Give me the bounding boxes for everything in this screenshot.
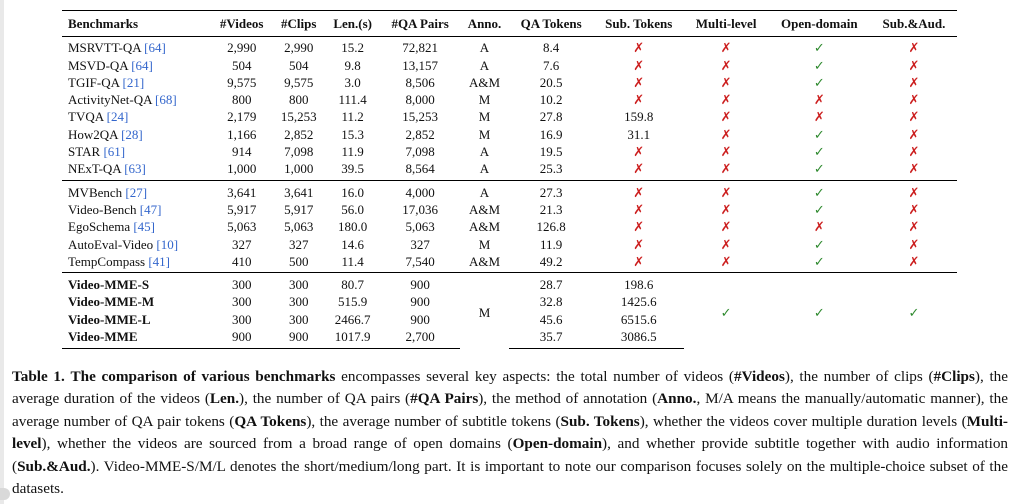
sub-tokens-cell: 159.8 xyxy=(624,109,654,125)
multi-cell: ✗ xyxy=(720,161,732,177)
open-cell: ✓ xyxy=(813,161,825,177)
multi-cell: ✗ xyxy=(720,92,732,108)
videos-cell: 5,063 xyxy=(227,219,257,235)
len-cell: 2466.7 xyxy=(334,311,371,327)
qa-cell: 8,506 xyxy=(405,74,435,90)
qa-cell: 13,157 xyxy=(402,57,439,73)
caption-keyword: QA Tokens xyxy=(234,412,307,430)
qa-tokens-cell: 126.8 xyxy=(536,219,566,235)
table-row xyxy=(62,126,957,143)
qa-cell: 17,036 xyxy=(402,201,439,217)
qa-cell: 327 xyxy=(410,236,430,252)
citation-link[interactable]: [64] xyxy=(131,57,153,73)
caption-text: ), whether the videos cover multiple duration levels ( xyxy=(639,412,967,430)
open-cell: ✓ xyxy=(813,201,825,217)
qa-tokens-cell: 8.4 xyxy=(543,40,560,56)
open-cell: ✓ xyxy=(813,253,825,269)
caption-keyword: Open-domain xyxy=(512,435,603,453)
existing-benchmarks-group xyxy=(62,37,957,180)
table-header-row xyxy=(62,11,957,37)
benchmark-name-cell: Video-MME-S xyxy=(62,273,211,294)
clips-cell: 900 xyxy=(273,328,325,349)
videos-cell: 9,575 xyxy=(227,74,257,90)
table-row xyxy=(62,143,957,160)
table-row xyxy=(62,236,957,253)
subaud-cell: ✗ xyxy=(908,40,920,56)
caption-keyword: Sub. Tokens xyxy=(560,412,640,430)
qa-cell: 900 xyxy=(410,294,430,310)
open-cell: ✓ xyxy=(813,126,825,142)
qa-cell: 2,852 xyxy=(405,126,435,142)
left-edge-strip xyxy=(0,0,4,504)
benchmark-name: Video-Bench xyxy=(68,201,137,217)
clips-cell: 3,641 xyxy=(273,180,325,201)
sub-tokens-cell: 3086.5 xyxy=(593,328,684,349)
citation-link[interactable]: [27] xyxy=(125,184,148,200)
clips-cell: 500 xyxy=(288,253,309,269)
len-cell: 180.0 xyxy=(338,219,368,235)
videos-cell: 327 xyxy=(231,236,252,252)
table-row xyxy=(62,57,957,74)
videos-cell: 300 xyxy=(231,311,252,327)
anno-cell: M xyxy=(478,236,491,252)
multi-cell: ✗ xyxy=(720,201,732,217)
open-cell: ✓ xyxy=(813,57,825,73)
qa-tokens-cell: 10.2 xyxy=(539,92,563,108)
subaud-cell: ✗ xyxy=(871,180,957,201)
qa-tokens-cell: 7.6 xyxy=(543,57,560,73)
len-cell: 11.9 xyxy=(341,144,364,160)
len-cell: 1017.9 xyxy=(325,328,381,349)
len-cell: 15.2 xyxy=(341,40,365,56)
qa-cell: 2,700 xyxy=(381,328,460,349)
column-header: Multi-level xyxy=(695,16,757,31)
open-cell: ✓ xyxy=(813,74,825,90)
videos-cell: 504 xyxy=(231,57,252,73)
len-cell: 515.9 xyxy=(338,294,368,310)
benchmark-name-cell xyxy=(62,126,211,143)
qa-tokens-cell: 49.2 xyxy=(539,253,563,269)
benchmark-name: TempCompass xyxy=(68,253,146,269)
caption-text: ). Video-MME-S/M/L denotes the short/medium/long part. It is important to note our comparison focuses solely on the multiple-choice subset of the datasets. xyxy=(12,457,1008,498)
clips-cell: 800 xyxy=(288,92,309,108)
clips-cell: 15,253 xyxy=(280,109,317,125)
multi-cell: ✗ xyxy=(720,219,732,235)
sub-tokens-cell: ✗ xyxy=(633,74,645,90)
benchmark-name-cell xyxy=(62,160,211,180)
table-row xyxy=(62,273,957,294)
table-row xyxy=(62,91,957,108)
table-row xyxy=(62,180,957,201)
citation-link[interactable]: [41] xyxy=(148,253,171,269)
benchmark-name: EgoSchema xyxy=(68,219,131,235)
caption-text: ), the method of annotation ( xyxy=(478,390,658,408)
column-header: Sub. Tokens xyxy=(605,16,673,31)
open-cell: ✓ xyxy=(768,273,871,349)
sub-tokens-cell: ✗ xyxy=(633,201,645,217)
multi-cell: ✗ xyxy=(720,236,732,252)
clips-cell: 300 xyxy=(288,294,309,310)
anno-cell: A xyxy=(460,180,509,201)
clips-cell: 2,990 xyxy=(284,40,314,56)
caption-text: encompasses several key aspects: the total number of videos ( xyxy=(335,368,734,385)
caption-text: ), whether the videos are sourced from a broad range of open domains ( xyxy=(41,435,513,453)
qa-tokens-cell: 16.9 xyxy=(539,126,563,142)
clips-cell: 1,000 xyxy=(284,161,314,177)
column-header: #Videos xyxy=(219,16,264,31)
caption-keyword: Multi-level xyxy=(12,412,1008,453)
videos-cell: 2,179 xyxy=(227,109,257,125)
caption-title: The comparison of various benchmarks xyxy=(70,368,336,385)
subaud-cell: ✗ xyxy=(908,253,920,269)
recent-benchmarks-group xyxy=(62,180,957,272)
column-header: #QA Pairs xyxy=(391,16,449,31)
multi-cell: ✗ xyxy=(684,180,767,201)
len-cell: 111.4 xyxy=(338,92,367,108)
sub-tokens-cell: 198.6 xyxy=(593,273,684,294)
scroll-handle[interactable] xyxy=(0,488,10,500)
qa-cell: 8,564 xyxy=(405,161,435,177)
len-cell: 3.0 xyxy=(344,74,361,90)
clips-cell: 5,917 xyxy=(284,201,314,217)
sub-tokens-cell: ✗ xyxy=(633,161,645,177)
subaud-cell: ✗ xyxy=(908,201,920,217)
benchmark-name: AutoEval-Video xyxy=(68,236,154,252)
videos-cell: 410 xyxy=(231,253,252,269)
benchmark-name: How2QA xyxy=(68,126,118,142)
anno-cell: M xyxy=(478,109,491,125)
table-row xyxy=(62,108,957,125)
anno-cell: A xyxy=(479,40,490,56)
videos-cell: 300 xyxy=(211,273,273,294)
benchmark-name: MSRVTT-QA xyxy=(68,40,141,56)
qa-tokens-cell: 27.8 xyxy=(539,109,563,125)
caption-text: ), the average duration of the videos ( xyxy=(12,368,1009,408)
len-cell: 11.2 xyxy=(341,109,364,125)
table-row xyxy=(62,218,957,235)
qa-cell: 900 xyxy=(381,273,460,294)
qa-cell: 15,253 xyxy=(402,109,439,125)
sub-tokens-cell: ✗ xyxy=(633,144,645,160)
clips-cell: 2,852 xyxy=(284,126,314,142)
benchmark-name: MVBench xyxy=(68,184,123,200)
videos-cell: 800 xyxy=(231,92,252,108)
multi-cell: ✗ xyxy=(720,126,732,142)
column-header: Len.(s) xyxy=(333,16,372,31)
qa-cell: 5,063 xyxy=(405,219,435,235)
citation-link[interactable]: [45] xyxy=(133,219,156,235)
videos-cell: 900 xyxy=(211,328,273,349)
len-cell: 56.0 xyxy=(341,201,365,217)
benchmark-name-cell xyxy=(62,201,211,218)
qa-tokens-cell: 45.6 xyxy=(539,311,563,327)
column-header: Sub.&Aud. xyxy=(882,16,946,31)
open-cell: ✓ xyxy=(813,144,825,160)
len-cell: 15.3 xyxy=(341,126,365,142)
qa-tokens-cell: 32.8 xyxy=(539,294,563,310)
caption-keyword: Len. xyxy=(209,390,240,408)
sub-tokens-cell: ✗ xyxy=(593,180,684,201)
anno-cell: A&M xyxy=(468,219,501,235)
citation-link[interactable]: [28] xyxy=(121,126,143,142)
column-header: Open-domain xyxy=(781,16,858,31)
citation-link[interactable]: [24] xyxy=(106,109,129,125)
benchmark-name: STAR xyxy=(68,144,101,160)
sub-tokens-cell: ✗ xyxy=(633,219,645,235)
subaud-cell: ✓ xyxy=(871,273,957,349)
qa-tokens-cell: 11.9 xyxy=(539,236,563,252)
caption-text: ), the number of QA pairs ( xyxy=(239,390,411,408)
subaud-cell: ✗ xyxy=(908,109,920,125)
citation-link[interactable]: [10] xyxy=(156,236,179,252)
subaud-cell: ✗ xyxy=(908,126,920,142)
column-header: QA Tokens xyxy=(520,16,582,31)
anno-cell: M xyxy=(478,92,491,108)
open-cell: ✓ xyxy=(813,40,825,56)
benchmark-comparison-table xyxy=(62,10,957,349)
caption-keyword: #Videos xyxy=(733,368,785,385)
table-row xyxy=(62,201,957,218)
benchmark-name-cell xyxy=(62,57,211,74)
caption-keyword: #Clips xyxy=(933,368,975,385)
qa-tokens-cell: 35.7 xyxy=(509,328,593,349)
anno-cell: M xyxy=(478,126,491,142)
subaud-cell: ✗ xyxy=(908,57,920,73)
sub-tokens-cell: ✗ xyxy=(633,40,645,56)
caption-keyword: #QA Pairs xyxy=(410,390,479,408)
subaud-cell: ✗ xyxy=(908,236,920,252)
caption-text: , M/A means the manually/automatic manner), the average number of QA pair tokens ( xyxy=(12,390,1008,430)
qa-cell: 7,098 xyxy=(405,144,435,160)
open-cell: ✗ xyxy=(813,92,825,108)
qa-cell: 7,540 xyxy=(405,253,435,269)
table-row xyxy=(62,160,957,180)
caption-text: ), and whether provide subtitle together with audio information ( xyxy=(12,435,1009,475)
len-cell: 11.4 xyxy=(341,253,364,269)
subaud-cell: ✗ xyxy=(908,219,920,235)
videos-cell: 914 xyxy=(231,144,252,160)
qa-tokens-cell: 21.3 xyxy=(539,201,563,217)
multi-cell: ✗ xyxy=(720,109,732,125)
open-cell: ✗ xyxy=(813,109,825,125)
column-header: #Clips xyxy=(281,16,317,31)
benchmark-name-cell: Video-MME-L xyxy=(68,311,151,327)
table-row xyxy=(62,37,957,57)
len-cell: 80.7 xyxy=(325,273,381,294)
caption-text: ), the number of clips ( xyxy=(784,368,934,385)
benchmark-name: TGIF-QA xyxy=(68,74,120,90)
caption-keyword: Anno. xyxy=(657,390,697,408)
citation-link[interactable]: [64] xyxy=(144,40,166,56)
anno-cell: A&M xyxy=(468,74,501,90)
qa-tokens-cell: 25.3 xyxy=(539,161,563,177)
videos-cell: 300 xyxy=(231,294,252,310)
benchmark-name-cell xyxy=(62,74,211,91)
benchmark-name: TVQA xyxy=(68,109,104,125)
qa-cell: 900 xyxy=(410,311,430,327)
citation-link[interactable]: [63] xyxy=(124,161,146,177)
benchmark-name-cell xyxy=(62,236,211,253)
caption-label: Table 1. xyxy=(12,368,65,385)
multi-cell: ✗ xyxy=(720,253,732,269)
videos-cell: 5,917 xyxy=(227,201,257,217)
qa-cell: 72,821 xyxy=(402,40,439,56)
videos-cell: 1,000 xyxy=(227,161,257,177)
multi-cell: ✓ xyxy=(684,273,767,349)
column-header: Benchmarks xyxy=(68,16,139,31)
table-row xyxy=(62,253,957,273)
clips-cell: 7,098 xyxy=(284,144,314,160)
multi-cell: ✗ xyxy=(720,74,732,90)
citation-link[interactable]: [68] xyxy=(155,92,177,108)
len-cell: 39.5 xyxy=(341,161,365,177)
anno-cell: A&M xyxy=(468,253,501,269)
qa-tokens-cell: 19.5 xyxy=(539,144,563,160)
citation-link[interactable]: [21] xyxy=(122,74,145,90)
citation-link[interactable]: [47] xyxy=(139,201,162,217)
caption-text: ), the average number of subtitle tokens ( xyxy=(306,412,561,430)
qa-tokens-cell: 28.7 xyxy=(509,273,593,294)
open-cell: ✓ xyxy=(813,236,825,252)
qa-cell: 8,000 xyxy=(405,92,435,108)
multi-cell: ✗ xyxy=(720,40,732,56)
benchmark-name-cell xyxy=(62,218,211,235)
sub-tokens-cell: ✗ xyxy=(633,253,645,269)
benchmark-name-cell xyxy=(62,143,211,160)
clips-cell: 327 xyxy=(288,236,309,252)
column-header: Anno. xyxy=(467,16,502,31)
videos-cell: 1,166 xyxy=(227,126,257,142)
clips-cell: 9,575 xyxy=(284,74,314,90)
subaud-cell: ✗ xyxy=(908,161,920,177)
sub-tokens-cell: ✗ xyxy=(633,236,645,252)
benchmark-name-cell xyxy=(62,108,211,125)
qa-tokens-cell: 20.5 xyxy=(539,74,563,90)
open-cell: ✗ xyxy=(813,219,825,235)
videos-cell: 2,990 xyxy=(227,40,257,56)
anno-cell: A xyxy=(479,161,490,177)
multi-cell: ✗ xyxy=(720,57,732,73)
video-mme-group xyxy=(62,273,957,349)
sub-tokens-cell: ✗ xyxy=(633,92,645,108)
benchmark-name-cell: Video-MME xyxy=(62,328,211,349)
sub-tokens-cell: 31.1 xyxy=(627,126,651,142)
clips-cell: 5,063 xyxy=(284,219,314,235)
subaud-cell: ✗ xyxy=(908,92,920,108)
anno-cell: A xyxy=(479,57,490,73)
anno-cell: M xyxy=(460,273,509,349)
anno-cell: A xyxy=(479,144,490,160)
benchmark-name-cell: Video-MME-M xyxy=(68,294,155,310)
citation-link[interactable]: [61] xyxy=(103,144,126,160)
sub-tokens-cell: 6515.6 xyxy=(620,311,657,327)
anno-cell: A&M xyxy=(468,201,501,217)
benchmark-name-cell xyxy=(62,253,211,273)
clips-cell: 300 xyxy=(288,311,309,327)
subaud-cell: ✗ xyxy=(908,144,920,160)
benchmark-name: NExT-QA xyxy=(68,161,121,177)
benchmark-name-cell xyxy=(62,37,211,57)
open-cell: ✓ xyxy=(768,180,871,201)
len-cell: 14.6 xyxy=(341,236,365,252)
benchmark-name-cell xyxy=(62,91,211,108)
table-caption xyxy=(12,366,1008,500)
subaud-cell: ✗ xyxy=(908,74,920,90)
multi-cell: ✗ xyxy=(720,144,732,160)
qa-tokens-cell: 27.3 xyxy=(509,180,593,201)
benchmark-name: MSVD-QA xyxy=(68,57,128,73)
videos-cell: 3,641 xyxy=(211,180,273,201)
caption-keyword: Sub.&Aud. xyxy=(17,457,91,475)
len-cell: 16.0 xyxy=(325,180,381,201)
clips-cell: 504 xyxy=(288,57,309,73)
sub-tokens-cell: ✗ xyxy=(633,57,645,73)
qa-cell: 4,000 xyxy=(381,180,460,201)
table-row xyxy=(62,74,957,91)
clips-cell: 300 xyxy=(273,273,325,294)
len-cell: 9.8 xyxy=(344,57,361,73)
sub-tokens-cell: 1425.6 xyxy=(620,294,657,310)
benchmark-name-cell xyxy=(62,180,211,201)
benchmark-name: ActivityNet-QA xyxy=(68,92,152,108)
